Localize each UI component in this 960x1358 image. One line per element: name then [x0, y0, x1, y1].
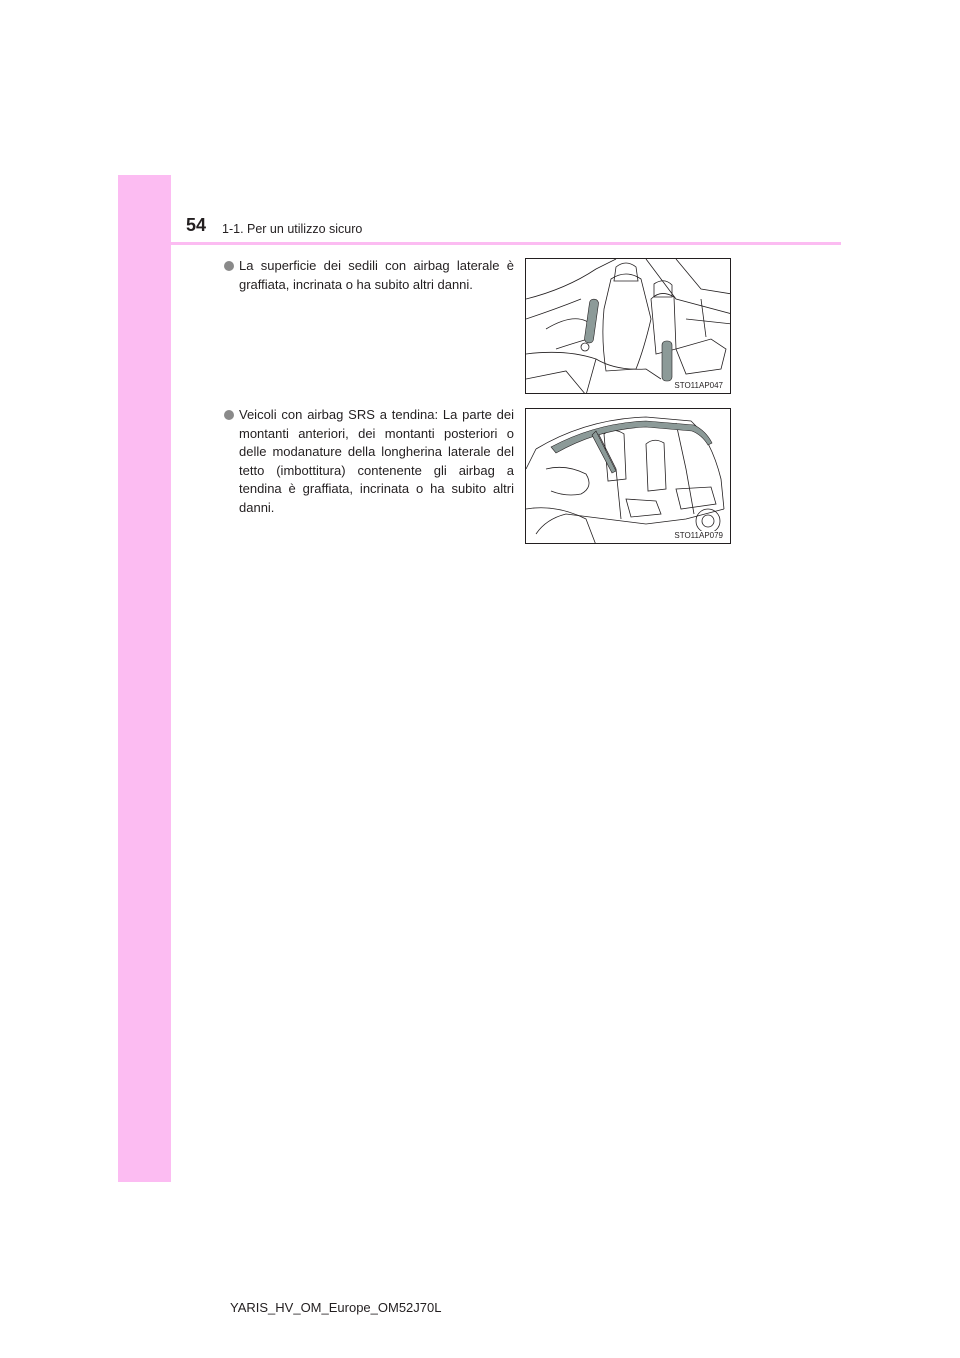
side-tab-band [118, 175, 171, 1182]
bullet-dot-icon [224, 261, 234, 271]
footer-doc-id: YARIS_HV_OM_Europe_OM52J70L [230, 1300, 442, 1315]
figure-code-label: STO11AP047 [674, 381, 723, 390]
figure-curtain-airbag-car [525, 408, 731, 544]
figure-code-label: STO11AP079 [674, 531, 723, 540]
bullet-text: La superficie dei sedili con airbag laterale è graffiata, incrinata o ha subito altri danni. [239, 258, 514, 292]
car-illustration [526, 409, 731, 544]
page-number: 54 [186, 215, 207, 235]
bullet-item-curtain-airbag [224, 406, 514, 517]
bullet-item-side-airbag-seat [224, 257, 514, 294]
figure-side-airbag-seats [525, 258, 731, 394]
bullet-dot-icon [224, 410, 234, 420]
seat-illustration [526, 259, 731, 394]
bullet-text: Veicoli con airbag SRS a tendina: La parte dei montanti anteriori, dei montanti posteriori o delle modanature della longherina laterale del tetto (imbottitura) contenente gli airbag a tendina è graffiata, incrinata o ha subito altri danni. [239, 407, 514, 515]
section-title: 1-1. Per un utilizzo sicuro [222, 222, 363, 236]
